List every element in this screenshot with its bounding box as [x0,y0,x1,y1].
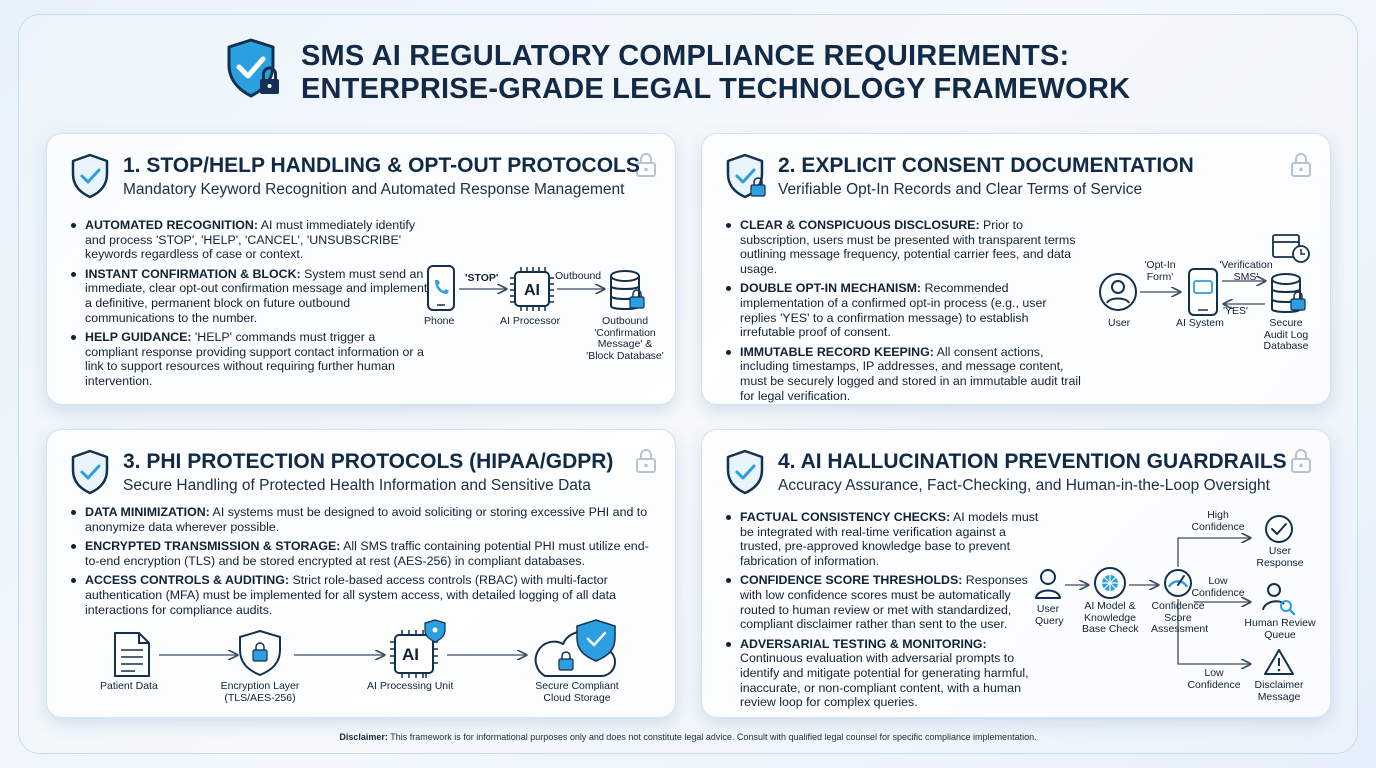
low-confidence-label: Low Confidence [1191,575,1245,599]
gauge-icon [1165,570,1191,596]
card-stop-help [46,133,676,405]
card-title: 1. STOP/HELP HANDLING & OPT-OUT PROTOCOLS [123,154,640,177]
human-review-label: Human Review Queue [1244,617,1316,641]
calendar-clock-icon [1273,235,1309,262]
card-subtitle: Mandatory Keyword Recognition and Automated Response Management [123,181,625,198]
disclaimer-message-label: Disclaimer Message [1254,679,1304,703]
disclaimer-footer: Disclaimer: This framework is for informational purposes only and does not constitute legal advice. Consult with qualified legal counsel for specific compliance implementation. [339,732,1037,742]
bullet-item: ADVERSARIAL TESTING & MONITORING: Continuous evaluation with adversarial prompts to identify and mitigate potential for generating harmful, inaccurate, or non-compliant content, with a human review loop for complex queries. [726,637,1044,710]
branch-line-high [1178,538,1250,567]
page-title [301,40,1130,106]
user-icon [1100,274,1136,310]
card-consent [701,133,1331,405]
shield-lock-icon [225,38,283,100]
bullet-item: AUTOMATED RECOGNITION: AI must immediately identify and process 'STOP', 'HELP', 'CANCEL', 'UNSUBSCRIBE' keywords regardless of case or context. [71,218,431,262]
card-subtitle: Verifiable Opt-In Records and Clear Terms of Service [778,181,1143,198]
outbound-label: Outbound [555,270,602,282]
bullet-item: DATA MINIMIZATION: AI systems must be designed to avoid soliciting or storing excessive PHI and to anonymize data wherever possible. [71,505,651,534]
verification-label: 'Verification SMS' [1219,259,1273,283]
bullet-item: IMMUTABLE RECORD KEEPING: All consent actions, including timestamps, IP addresses, and message content, must be securely logged and stored in an immutable audit trail for legal verification. [726,345,1086,403]
model-check-label: AI Model & Knowledge Base Check [1082,600,1139,635]
shield-lock-icon [240,631,280,675]
opt-in-label: 'Opt-In Form' [1144,259,1176,283]
card-title: 2. EXPLICIT CONSENT DOCUMENTATION [778,154,1194,177]
warning-icon [1265,650,1293,674]
card-subtitle: Secure Handling of Protected Health Information and Sensitive Data [123,477,591,494]
ai-system-label: AI System [1176,317,1224,329]
bullet-item: DOUBLE OPT-IN MECHANISM: Recommended implementation of a confirmed opt-in process (e.g., user replies 'YES' to a confirmation message) to establish irrefutable proof of consent. [726,281,1086,339]
cloud-label: Secure Compliant Cloud Storage [535,680,619,704]
title-line-2: ENTERPRISE-GRADE LEGAL TECHNOLOGY FRAMEWORK [301,73,1131,105]
bullet-item: CLEAR & CONSPICUOUS DISCLOSURE: Prior to subscription, users must be presented with transparent terms outlining message frequency, potential carrier fees, and data usage. [726,218,1086,276]
bullet-item: ENCRYPTED TRANSMISSION & STORAGE: All SMS traffic containing potential PHI must utilize end-to-end encryption (TLS) and be stored encrypted at rest (AES-256) in compliant databases. [71,539,651,568]
card-subtitle: Accuracy Assurance, Fact-Checking, and Human-in-the-Loop Oversight [778,477,1270,494]
confidence-assessment-label: Confidence Score Assessment [1151,600,1209,635]
card-hallucination [701,429,1331,718]
phone-icon [428,266,454,310]
user-icon [1036,570,1060,598]
bullet-item: ACCESS CONTROLS & AUDITING: Strict role-based access controls (RBAC) with multi-factor authentication (MFA) must be implemented for all system access, with detailed logging of all data interactions for compliance audits. [71,573,651,617]
ai-chip-label: AI [402,645,419,664]
bullet-item: HELP GUIDANCE: 'HELP' commands must trigger a compliant response providing support contact information or a link to support resources without requiring further human intervention. [71,330,431,388]
user-label: User [1108,317,1131,329]
encryption-label: Encryption Layer (TLS/AES-256) [220,680,300,704]
phone-label: Phone [424,315,455,327]
ai-unit-label: AI Processing Unit [367,680,454,692]
phi-flow-diagram [47,430,677,719]
brain-icon [1095,568,1125,598]
database-lock-icon [611,271,644,309]
high-confidence-label: High Confidence [1191,509,1245,533]
page-header [225,38,1185,106]
stop-label: 'STOP' [465,272,499,284]
patient-data-label: Patient Data [100,680,158,692]
title-line-1: SMS AI REGULATORY COMPLIANCE REQUIREMENTS: [301,40,1070,72]
bullet-item: FACTUAL CONSISTENCY CHECKS: AI models must be integrated with real-time verification against a trusted, pre-approved knowledge base to prevent fabrication of information. [726,510,1044,568]
low-confidence-label-2: Low Confidence [1187,667,1241,691]
bullet-item: CONFIDENCE SCORE THRESHOLDS: Responses with low confidence scores must be automatically routed to human review or met with standardized, compliant disclaimer rather than sent to the user. [726,573,1044,631]
card-phi [46,429,676,718]
user-query-label: User Query [1035,603,1064,627]
database-label: Outbound 'Confirmation Message' & 'Block Database' [586,315,664,362]
card-title: 4. AI HALLUCINATION PREVENTION GUARDRAILS [778,450,1287,473]
processor-label: AI Processor [500,315,561,327]
check-circle-icon [1266,516,1292,542]
ai-chip-label: AI [524,282,540,299]
card-title: 3. PHI PROTECTION PROTOCOLS (HIPAA/GDPR) [123,450,614,473]
audit-db-label: Secure Audit Log Database [1263,317,1309,352]
user-response-label: User Response [1256,545,1304,569]
document-icon [115,633,149,676]
cloud-lock-icon [536,620,615,676]
reviewer-search-icon [1263,584,1294,614]
yes-label: 'YES' [1223,305,1249,317]
bullet-item: INSTANT CONFIRMATION & BLOCK: System must send an immediate, clear opt-out confirmation message and implement a definitive, permanent block on future outbound communications to the number. [71,267,431,325]
